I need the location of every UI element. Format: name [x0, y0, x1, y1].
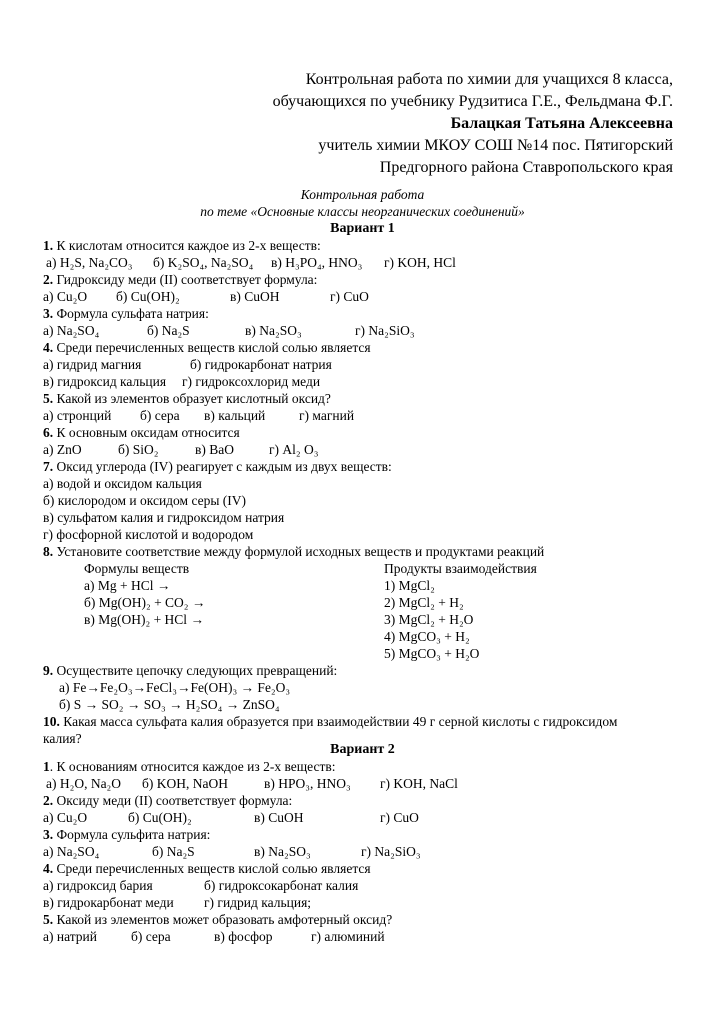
v1-q2-question	[43, 271, 317, 288]
v2-q3-option-a: а) Na₂SO₄	[43, 844, 100, 859]
v1-q10-text: Какая масса сульфата калия образуется при взаимодействии 49 г серной кислоты с гидроксидом	[59, 714, 618, 729]
v1-q2-option-b: б) Cu(OH)₂	[116, 289, 180, 304]
v2-q5-text: Какой из элементов может образовать амфотерный оксид?	[53, 912, 393, 927]
v1-q5-number: 5.	[43, 391, 54, 406]
v1-q1-text: К кислотам относится каждое из 2-х веществ:	[53, 238, 321, 253]
v1-q9-chain-b: б) S → SO₂ → SO₃ → H₂SO₄ → ZnSO₄	[59, 697, 280, 712]
v1-q5-option-d: г) магний	[299, 408, 355, 423]
v2-q3-option-d: г) Na₂SiO₃	[361, 844, 421, 859]
v2-q1-number: 1	[43, 759, 50, 774]
v2-q2-option-d: г) CuO	[380, 810, 419, 825]
v1-q6-number: 6.	[43, 425, 54, 440]
v1-q1-option-b: б) K₂SO₄, Na₂SO₄	[153, 255, 254, 270]
v1-q8-left-a: а) Mg + HCl →	[84, 578, 171, 593]
v2-q1-option-a: а) H₂O, Na₂O	[46, 776, 122, 791]
v2-q5-question	[43, 911, 392, 928]
v1-q9-number: 9.	[43, 663, 54, 678]
v1-q6-option-c: в) BaO	[195, 442, 234, 457]
v1-q2-option-a: а) Cu₂O	[43, 289, 88, 304]
v2-q2-option-c: в) CuOH	[254, 810, 304, 825]
v1-q5-option-a: а) стронций	[43, 408, 112, 423]
v1-q1-number: 1.	[43, 238, 54, 253]
v2-q5-option-b: б) сера	[131, 929, 171, 944]
v2-q3-option-b: б) Na₂S	[152, 844, 195, 859]
v1-q5-option-b: б) сера	[140, 408, 180, 423]
v1-q1-option-c: в) H₃PO₄, HNO₃	[271, 255, 363, 270]
header-line-4: учитель химии МКОУ СОШ №14 пос. Пятигорский	[318, 137, 673, 154]
v2-q4-option-a: а) гидроксид бария	[43, 878, 153, 893]
v1-q3-question	[43, 305, 209, 322]
v1-q6-text: К основным оксидам относится	[53, 425, 240, 440]
v1-q2-option-c: в) CuOH	[230, 289, 280, 304]
v2-q4-text: Среди перечисленных веществ кислой солью является	[53, 861, 371, 876]
header-line-2: обучающихся по учебнику Рудзитиса Г.Е., Фельдмана Ф.Г.	[272, 93, 673, 110]
v2-q4-question	[43, 860, 371, 877]
v1-q8-question	[43, 543, 544, 560]
v2-q2-text: Оксиду меди (II) соответствует формула:	[53, 793, 293, 808]
v1-q7-option-a: а) водой и оксидом кальция	[43, 476, 202, 491]
v2-q1-text: . К основаниям относится каждое из 2-х веществ:	[49, 759, 336, 774]
v1-q8-left-head: Формулы веществ	[84, 561, 190, 576]
v1-q2-option-d: г) CuO	[330, 289, 369, 304]
v2-q5-number: 5.	[43, 912, 54, 927]
v1-q3-option-c: в) Na₂SO₃	[245, 323, 302, 338]
v1-q8-right-2: 2) MgCl₂ + H₂	[384, 595, 464, 610]
v1-q5-question	[43, 390, 331, 407]
v1-q10-question	[43, 713, 617, 730]
v2-q4-option-c: в) гидрокарбонат меди	[43, 895, 174, 910]
v2-q5-option-c: в) фосфор	[214, 929, 273, 944]
v1-q7-text: Оксид углерода (IV) реагирует с каждым из двух веществ:	[53, 459, 392, 474]
v1-q4-text: Среди перечисленных веществ кислой солью является	[53, 340, 371, 355]
variant-1-title: Вариант 1	[330, 221, 395, 236]
v1-q10-number: 10.	[43, 714, 60, 729]
v1-q8-text: Установите соответствие между формулой исходных веществ и продуктами реакций	[53, 544, 545, 559]
v1-q1-option-d: г) KOH, HCl	[384, 255, 456, 270]
v1-q8-right-head: Продукты взаимодействия	[384, 561, 537, 576]
v1-q3-number: 3.	[43, 306, 54, 321]
v2-q1-question	[43, 758, 336, 775]
v1-q9-chain-a: а) Fe→Fe₂O₃→FeCl₃→Fe(OH)₃ → Fe₂O₃	[59, 680, 291, 695]
v2-q5-option-d: г) алюминий	[311, 929, 385, 944]
v1-q4-option-c: в) гидроксид кальция	[43, 374, 167, 389]
v2-q3-text: Формула сульфита натрия:	[53, 827, 211, 842]
v1-q8-right-1: 1) MgCl₂	[384, 578, 435, 593]
v1-q8-left-c: в) Mg(OH)₂ + HCl →	[84, 612, 204, 627]
v1-q4-option-a: а) гидрид магния	[43, 357, 142, 372]
v1-q8-right-3: 3) MgCl₂ + H₂O	[384, 612, 474, 627]
v1-q7-option-d: г) фосфорной кислотой и водородом	[43, 527, 254, 542]
v1-q3-option-b: б) Na₂S	[147, 323, 190, 338]
v1-q8-number: 8.	[43, 544, 54, 559]
v1-q7-question	[43, 458, 392, 475]
v1-q1-option-a: а) H₂S, Na₂CO₃	[46, 255, 133, 270]
v2-q3-number: 3.	[43, 827, 54, 842]
v2-q4-option-b: б) гидроксокарбонат калия	[204, 878, 359, 893]
v2-q5-option-a: а) натрий	[43, 929, 97, 944]
v1-q6-question	[43, 424, 240, 441]
v1-q2-number: 2.	[43, 272, 54, 287]
v1-q7-option-c: в) сульфатом калия и гидроксидом натрия	[43, 510, 285, 525]
v1-q9-text: Осуществите цепочку следующих превращений:	[53, 663, 338, 678]
v1-q3-option-d: г) Na₂SiO₃	[355, 323, 415, 338]
header-line-5: Предгорного района Ставропольского края	[379, 159, 673, 176]
v2-q2-question	[43, 792, 292, 809]
v1-q9-question	[43, 662, 337, 679]
v2-q4-number: 4.	[43, 861, 54, 876]
v1-q5-text: Какой из элементов образует кислотный оксид?	[53, 391, 331, 406]
v1-q2-text: Гидроксиду меди (II) соответствует формула:	[53, 272, 318, 287]
v2-q3-option-c: в) Na₂SO₃	[254, 844, 311, 859]
v1-q8-left-b: б) Mg(OH)₂ + CO₂ →	[84, 595, 206, 610]
v1-q8-right-4: 4) MgCO₃ + H₂	[384, 629, 470, 644]
v2-q2-option-a: а) Cu₂O	[43, 810, 88, 825]
v2-q1-option-c: в) HPO₃, HNO₃	[264, 776, 351, 791]
v1-q6-option-a: а) ZnO	[43, 442, 82, 457]
v1-q1-question	[43, 237, 321, 254]
v1-q8-right-5: 5) MgCO₃ + H₂O	[384, 646, 480, 661]
v1-q10-text-cont: калия?	[43, 731, 82, 746]
v1-q4-question	[43, 339, 371, 356]
subtitle-1: Контрольная работа	[300, 187, 425, 202]
subtitle-2: по теме «Основные классы неорганических соединений»	[200, 204, 525, 219]
v1-q3-option-a: а) Na₂SO₄	[43, 323, 100, 338]
v1-q4-number: 4.	[43, 340, 54, 355]
header-author: Балацкая Татьяна Алексеевна	[450, 115, 673, 132]
v1-q4-option-d: г) гидроксохлорид меди	[182, 374, 321, 389]
variant-2-title: Вариант 2	[330, 742, 395, 757]
v1-q7-option-b: б) кислородом и оксидом серы (IV)	[43, 493, 247, 508]
v2-q1-option-d: г) KOH, NaCl	[380, 776, 458, 791]
v1-q3-text: Формула сульфата натрия:	[53, 306, 209, 321]
v2-q2-number: 2.	[43, 793, 54, 808]
v1-q5-option-c: в) кальций	[204, 408, 266, 423]
v1-q6-option-b: б) SiO₂	[118, 442, 159, 457]
v2-q3-question	[43, 826, 210, 843]
header-line-1: Контрольная работа по химии для учащихся 8 класса,	[305, 71, 673, 88]
v2-q2-option-b: б) Cu(OH)₂	[128, 810, 192, 825]
v2-q1-option-b: б) KOH, NaOH	[142, 776, 228, 791]
v1-q4-option-b: б) гидрокарбонат натрия	[190, 357, 332, 372]
v1-q6-option-d: г) Al₂ O₃	[269, 442, 319, 457]
v2-q4-option-d: г) гидрид кальция;	[204, 895, 312, 910]
v1-q7-number: 7.	[43, 459, 54, 474]
